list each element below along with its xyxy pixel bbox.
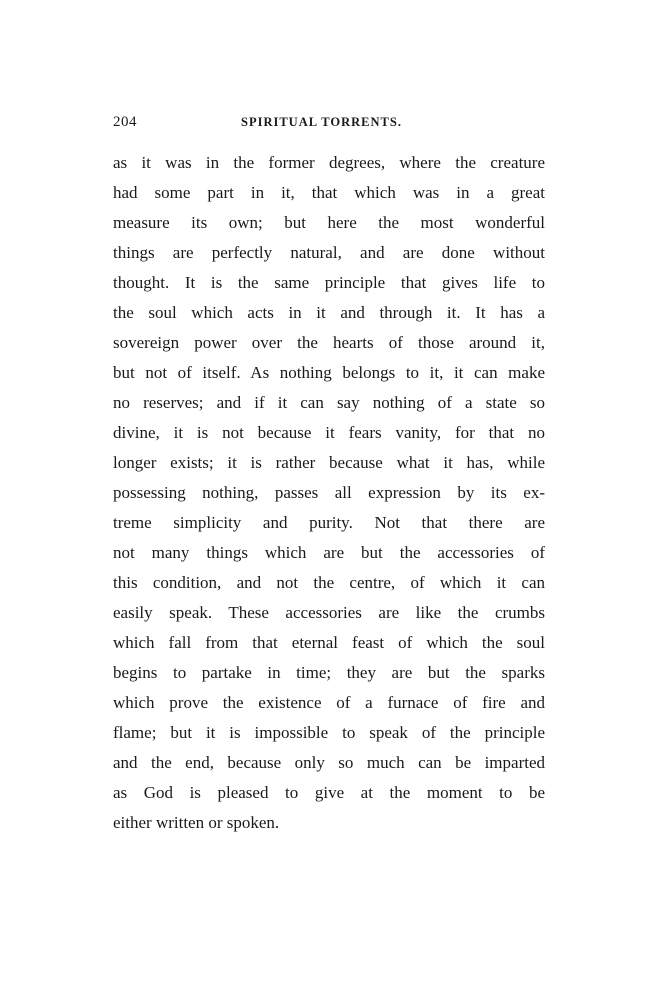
- text-line: thought. It is the same principle that gives life to: [113, 273, 545, 292]
- text-line: things are perfectly natural, and are done without: [113, 243, 545, 262]
- text-line: but not of itself. As nothing belongs to it, it can make: [113, 363, 545, 382]
- text-line-last: either written or spoken.: [113, 813, 280, 832]
- text-line: as it was in the former degrees, where the creature: [113, 153, 545, 172]
- page-number: 204: [113, 114, 137, 130]
- text-line: divine, it is not because it fears vanity, for that no: [113, 423, 545, 442]
- page-header: [113, 114, 545, 134]
- text-line: treme simplicity and purity. Not that there are: [113, 513, 545, 532]
- text-line: which prove the existence of a furnace of fire and: [113, 693, 545, 712]
- text-line: this condition, and not the centre, of which it can: [113, 573, 545, 592]
- text-line: longer exists; it is rather because what it has, while: [113, 453, 545, 472]
- text-line: had some part in it, that which was in a great: [113, 183, 545, 202]
- text-line: measure its own; but here the most wonderful: [113, 213, 545, 232]
- text-line: begins to partake in time; they are but the sparks: [113, 663, 545, 682]
- text-line: not many things which are but the accessories of: [113, 543, 545, 562]
- text-line: and the end, because only so much can be imparted: [113, 753, 545, 772]
- text-line: as God is pleased to give at the moment to be: [113, 783, 545, 802]
- text-line: no reserves; and if it can say nothing of a state so: [113, 393, 545, 412]
- text-line: which fall from that eternal feast of which the soul: [113, 633, 545, 652]
- body-text: [113, 148, 545, 838]
- text-line: flame; but it is impossible to speak of the principle: [113, 723, 545, 742]
- text-line: sovereign power over the hearts of those around it,: [113, 333, 545, 352]
- text-line: easily speak. These accessories are like the crumbs: [113, 603, 545, 622]
- running-title: SPIRITUAL TORRENTS.: [241, 115, 402, 129]
- text-line: the soul which acts in it and through it. It has a: [113, 303, 545, 322]
- text-line: possessing nothing, passes all expression by its ex-: [113, 483, 545, 502]
